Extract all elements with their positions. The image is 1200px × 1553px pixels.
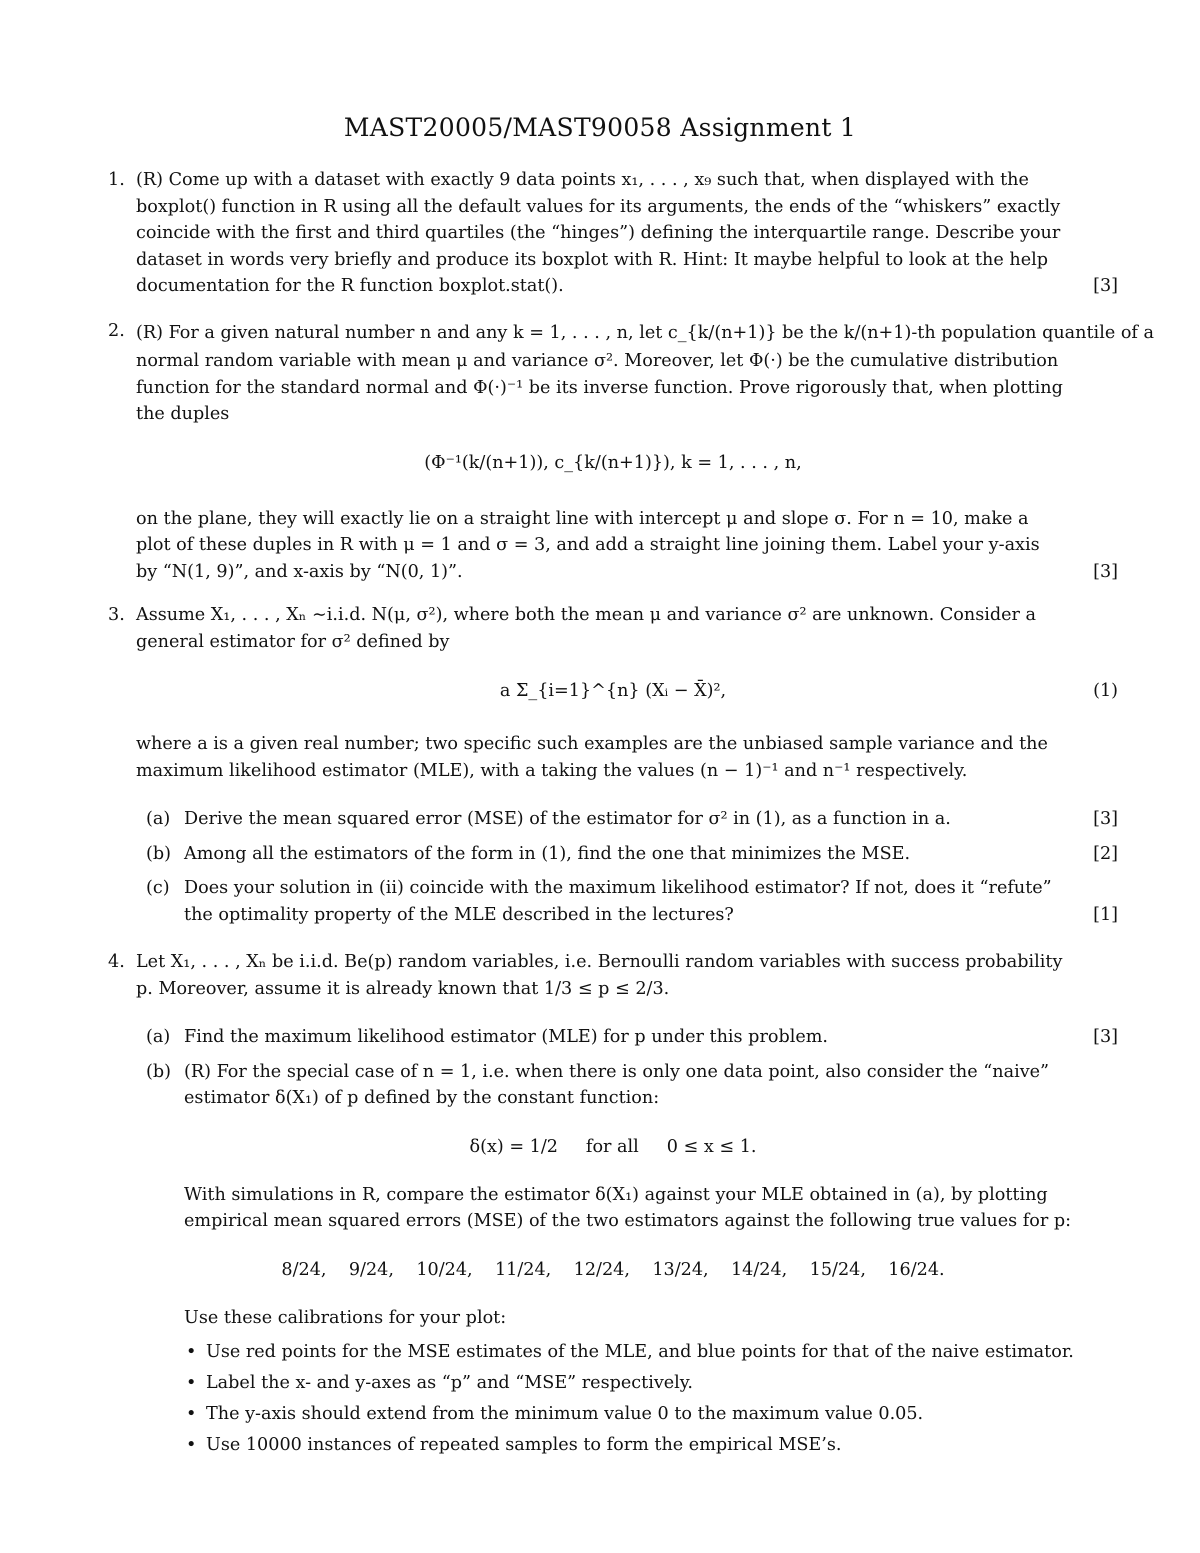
text-line: on the plane, they will exactly lie on a straight line with intercept μ and slope σ. For n = 10, make a <box>136 508 1029 529</box>
text-line: maximum likelihood estimator (MLE), with a taking the values (n − 1)⁻¹ and n⁻¹ respectively. <box>136 760 968 781</box>
question-number: 3. <box>108 605 125 625</box>
marks: [3] <box>1093 276 1118 296</box>
marks: [2] <box>1093 843 1118 864</box>
subquestion-body <box>184 841 1118 868</box>
question-body <box>136 318 1155 585</box>
text-line <box>184 1024 1118 1051</box>
text-line: p. Moreover, assume it is already known that 1/3 ≤ p ≤ 2/3. <box>136 978 670 999</box>
subquestion-label: (b) <box>146 1061 171 1082</box>
text-line: coincide with the first and third quartiles (the “hinges”) defining the interquartile range. Describe your <box>136 223 1061 243</box>
question-number: 4. <box>108 952 125 972</box>
subquestion-body <box>184 1024 1118 1051</box>
list-item: • Use red points for the MSE estimates of the MLE, and blue points for that of the naive estimator. <box>184 1337 1118 1368</box>
question-4 <box>108 949 1118 1461</box>
question-number: 1. <box>108 170 125 190</box>
subquestion-label: (c) <box>146 878 170 898</box>
question-body <box>136 602 1118 928</box>
text-line-content: the optimality property of the MLE described in the lectures? <box>184 904 734 925</box>
subquestion-body <box>184 1059 1118 1462</box>
subquestion-label: (a) <box>146 1027 171 1047</box>
subquestion-label: (b) <box>146 843 171 864</box>
text-line-content: Derive the mean squared error (MSE) of the estimator for σ² in (1), as a function in a. <box>184 809 951 829</box>
question-body <box>136 167 1118 300</box>
text-line <box>136 273 1118 300</box>
text-line: Let X₁, . . . , Xₙ be i.i.d. Be(p) random variables, i.e. Bernoulli random variables with success probability <box>136 952 1063 972</box>
estimator-formula: a Σ_{i=1}^{n} (Xᵢ − X̄)², <box>499 681 727 701</box>
true-values: 8/24, 9/24, 10/24, 11/24, 12/24, 13/24, 14/24, 15/24, 16/24. <box>281 1259 945 1280</box>
text-line <box>184 806 1118 833</box>
display-equation <box>108 655 1118 727</box>
text-line <box>184 902 1118 929</box>
text-line: plot of these duples in R with μ = 1 and σ = 3, and add a straight line joining them. Label your y-axis <box>136 535 1040 555</box>
marks: [3] <box>1093 1027 1118 1047</box>
marks: [3] <box>1093 561 1118 582</box>
duples-formula: (Φ⁻¹(k/(n+1)), c_{k/(n+1)}), k = 1, . . . , n, <box>424 452 802 473</box>
subquestion-body <box>184 875 1118 928</box>
calibration-list <box>184 1337 1118 1461</box>
subquestion-a <box>146 806 1118 833</box>
question-body <box>136 949 1118 1461</box>
text-line <box>184 841 1118 868</box>
marks: [1] <box>1093 904 1118 925</box>
text-line-content: documentation for the R function boxplot.stat(). <box>136 276 564 296</box>
equation-number: (1) <box>1093 681 1118 701</box>
text-line: Use these calibrations for your plot: <box>184 1307 507 1328</box>
text-line-content: by “N(1, 9)”, and x-axis by “N(0, 1)”. <box>136 561 463 582</box>
text-line: function for the standard normal and Φ(·)⁻¹ be its inverse function. Prove rigorously that, when plotting <box>136 377 1063 398</box>
subquestion-label: (a) <box>146 809 171 829</box>
marks: [3] <box>1093 809 1118 829</box>
subquestion-b <box>146 1059 1118 1462</box>
text-line-content: Find the maximum likelihood estimator (MLE) for p under this problem. <box>184 1027 829 1047</box>
display-equation <box>108 1112 1118 1182</box>
list-item: • Label the x- and y-axes as “p” and “MSE” respectively. <box>184 1368 1118 1399</box>
text-line: (R) For the special case of n = 1, i.e. when there is only one data point, also consider the “naive” <box>184 1061 1050 1082</box>
true-values-list <box>108 1235 1118 1305</box>
text-line: (R) For a given natural number n and any k = 1, . . . , n, let c_{k/(n+1)} be the k/(n+1)-th population quantile of a <box>136 323 1155 343</box>
text-line: dataset in words very briefly and produce its boxplot with R. Hint: It maybe helpful to look at the help <box>136 249 1049 270</box>
text-line: the duples <box>136 404 230 424</box>
text-line: Does your solution in (ii) coincide with the maximum likelihood estimator? If not, does it “refute” <box>184 878 1052 898</box>
question-3 <box>108 602 1118 928</box>
subquestion-b <box>146 841 1118 868</box>
display-equation <box>108 428 1118 498</box>
text-line: Assume X₁, . . . , Xₙ ∼i.i.d. N(μ, σ²), where both the mean μ and variance σ² are unknown. Consider a <box>136 605 1037 625</box>
subquestion-a <box>146 1024 1118 1051</box>
text-line: where a is a given real number; two specific such examples are the unbiased sample variance and the <box>136 734 1048 754</box>
question-number: 2. <box>108 321 125 341</box>
subquestion-c <box>146 875 1118 928</box>
text-line: (R) Come up with a dataset with exactly 9 data points x₁, . . . , x₉ such that, when displayed with the <box>136 170 1029 190</box>
text-line: empirical mean squared errors (MSE) of the two estimators against the following true values for p: <box>184 1211 1072 1231</box>
list-item: • Use 10000 instances of repeated samples to form the empirical MSE’s. <box>184 1430 1118 1461</box>
question-1 <box>108 167 1118 300</box>
text-line: With simulations in R, compare the estimator δ(X₁) against your MLE obtained in (a), by plotting <box>184 1184 1048 1205</box>
text-line: boxplot() function in R using all the default values for its arguments, the ends of the “whiskers” exactly <box>136 196 1061 217</box>
text-line: normal random variable with mean μ and variance σ². Moreover, let Φ(·) be the cumulative distribution <box>136 351 1059 371</box>
page-title: MAST20005/MAST90058 Assignment 1 <box>343 113 857 142</box>
text-line <box>136 559 1118 586</box>
question-2 <box>108 318 1155 585</box>
naive-estimator-formula: δ(x) = 1/2 for all 0 ≤ x ≤ 1. <box>469 1136 757 1157</box>
text-line-content: Among all the estimators of the form in (1), find the one that minimizes the MSE. <box>184 843 911 864</box>
list-item: • The y-axis should extend from the minimum value 0 to the maximum value 0.05. <box>184 1399 1118 1430</box>
text-line: general estimator for σ² defined by <box>136 631 450 652</box>
text-line: estimator δ(X₁) of p defined by the constant function: <box>184 1088 660 1108</box>
subquestion-body <box>184 806 1118 833</box>
